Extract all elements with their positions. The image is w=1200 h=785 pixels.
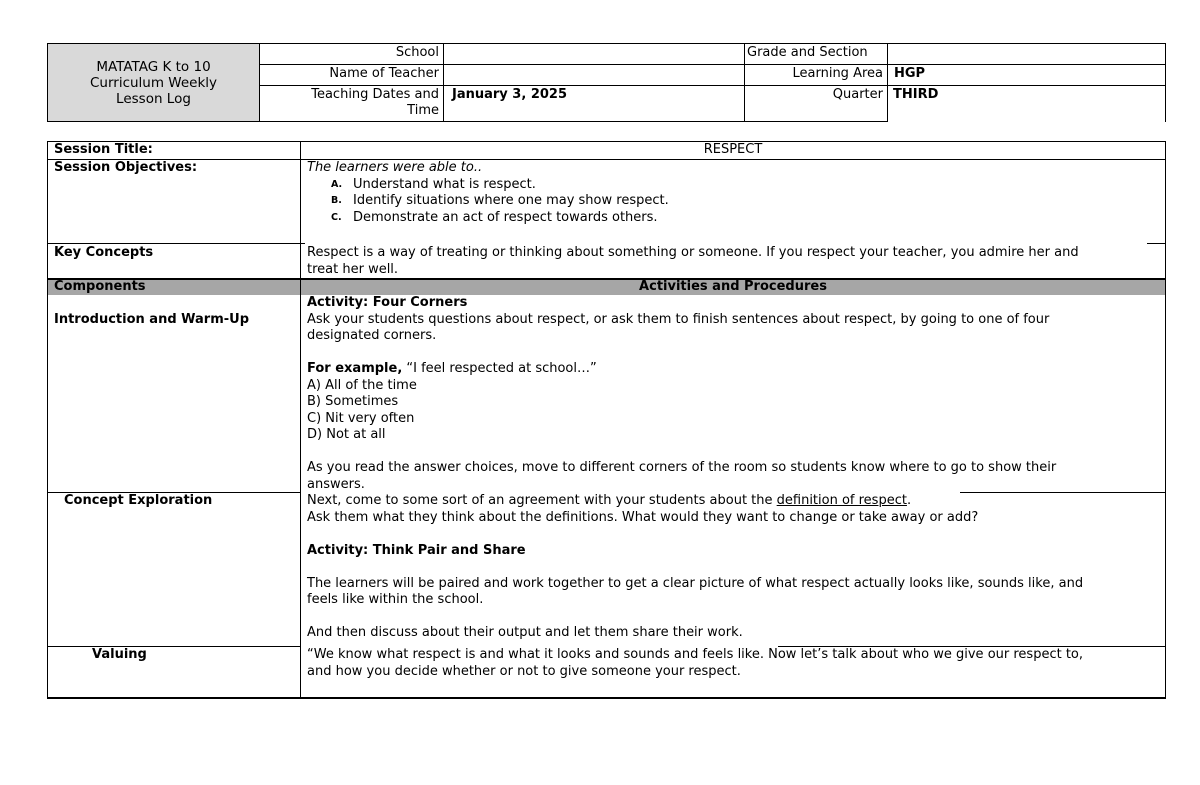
session-objectives-content	[301, 160, 1165, 226]
list-marker: A.	[331, 178, 343, 190]
school-label: School	[259, 43, 444, 65]
session-title-label: Session Title:	[54, 142, 153, 157]
choice-c: C) Nit very often	[307, 410, 415, 426]
teaching-dates-field[interactable]: January 3, 2025	[443, 85, 745, 122]
list-item	[331, 193, 1159, 210]
list-item	[331, 209, 1159, 227]
concept-activity-title: Activity: Think Pair and Share	[307, 542, 526, 558]
intro-text-line-1: Ask your students questions about respect, or ask them to finish sentences about respect, by going to one of four	[307, 311, 1050, 327]
quarter-field[interactable]: THIRD	[887, 85, 1166, 122]
grade-section-label: Grade and Section	[744, 43, 888, 65]
concept-line-1-pre: Next, come to some sort of an agreement with your students about the	[307, 493, 777, 508]
key-concepts-border-left	[47, 243, 305, 244]
choice-d: D) Not at all	[307, 427, 386, 442]
concept-line-1	[307, 493, 1159, 510]
concept-content	[301, 493, 1165, 642]
valuing-content	[301, 647, 1165, 680]
intro-example-text: “I feel respected at school…”	[402, 361, 597, 376]
objective-text: Identify situations where one may show respect.	[353, 193, 669, 208]
teaching-dates-label-line-2: Time	[407, 103, 439, 118]
concept-line-1-post: .	[906, 493, 912, 508]
teacher-field[interactable]	[443, 64, 745, 86]
list-item	[331, 176, 1159, 194]
definition-link[interactable]: definition of respect	[776, 493, 907, 508]
objective-text: Demonstrate an act of respect towards others.	[353, 209, 658, 225]
list-marker: B.	[331, 195, 342, 206]
valuing-line-1: “We know what respect is and what it looks and sounds and feels like. Now let’s talk about who we give our respect to,	[307, 647, 1084, 662]
learning-area-label: Learning Area	[744, 64, 888, 86]
concept-label: Concept Exploration	[64, 493, 213, 508]
intro-activity-title: Activity: Four Corners	[307, 295, 468, 310]
learning-area-field[interactable]: HGP	[887, 64, 1166, 86]
intro-closing-line-1: As you read the answer choices, move to different corners of the room so students know where to go to show their	[307, 460, 1057, 475]
teacher-label: Name of Teacher	[259, 64, 444, 86]
lesson-log-title	[47, 43, 260, 122]
objectives-list	[307, 177, 1159, 227]
list-marker: C.	[331, 211, 342, 223]
quarter-label: Quarter	[744, 85, 888, 122]
session-title-value: RESPECT	[703, 142, 763, 157]
valuing-line-2: and how you decide whether or not to give someone your respect.	[307, 663, 741, 679]
school-field[interactable]	[443, 43, 745, 65]
objective-text: Understand what is respect.	[353, 176, 536, 192]
title-line-1: MATATAG K to 10	[96, 58, 211, 75]
intro-example	[307, 361, 1159, 378]
title-line-3: Lesson Log	[116, 90, 191, 107]
key-concepts-content	[301, 245, 1165, 278]
key-concepts-line-2: treat her well.	[307, 261, 399, 277]
key-concepts-label: Key Concepts	[54, 245, 154, 260]
components-header-label: Components	[54, 279, 146, 294]
choice-b: B) Sometimes	[307, 394, 399, 409]
concept-discuss: And then discuss about their output and let them share their work.	[307, 625, 743, 640]
intro-text-line-2: designated corners.	[307, 328, 437, 343]
concept-line-2: Ask them what they think about the definitions. What would they want to change or take away or add?	[307, 509, 979, 525]
intro-label: Introduction and Warm-Up	[54, 312, 250, 327]
concept-pair-line-1: The learners will be paired and work together to get a clear picture of what respect actually looks like, sounds like, and	[307, 575, 1084, 591]
key-concepts-border-right	[1147, 243, 1166, 244]
intro-content	[301, 295, 1165, 493]
objectives-intro: The learners were able to..	[307, 160, 483, 175]
concept-pair-line-2: feels like within the school.	[307, 592, 484, 607]
choice-a: A) All of the time	[307, 377, 417, 393]
teaching-dates-label-line-1: Teaching Dates and	[311, 87, 439, 102]
title-line-2: Curriculum Weekly	[89, 74, 218, 91]
valuing-label: Valuing	[92, 647, 147, 662]
session-objectives-label: Session Objectives:	[54, 160, 198, 175]
intro-example-bold: For example,	[307, 361, 403, 376]
intro-closing-line-2: answers.	[307, 476, 365, 492]
teaching-dates-label	[259, 85, 444, 122]
key-concepts-line-1: Respect is a way of treating or thinking about something or someone. If you respect your teacher, you admire her and	[307, 245, 1079, 260]
activities-header-label: Activities and Procedures	[639, 279, 827, 294]
grade-section-field[interactable]	[887, 43, 1166, 65]
